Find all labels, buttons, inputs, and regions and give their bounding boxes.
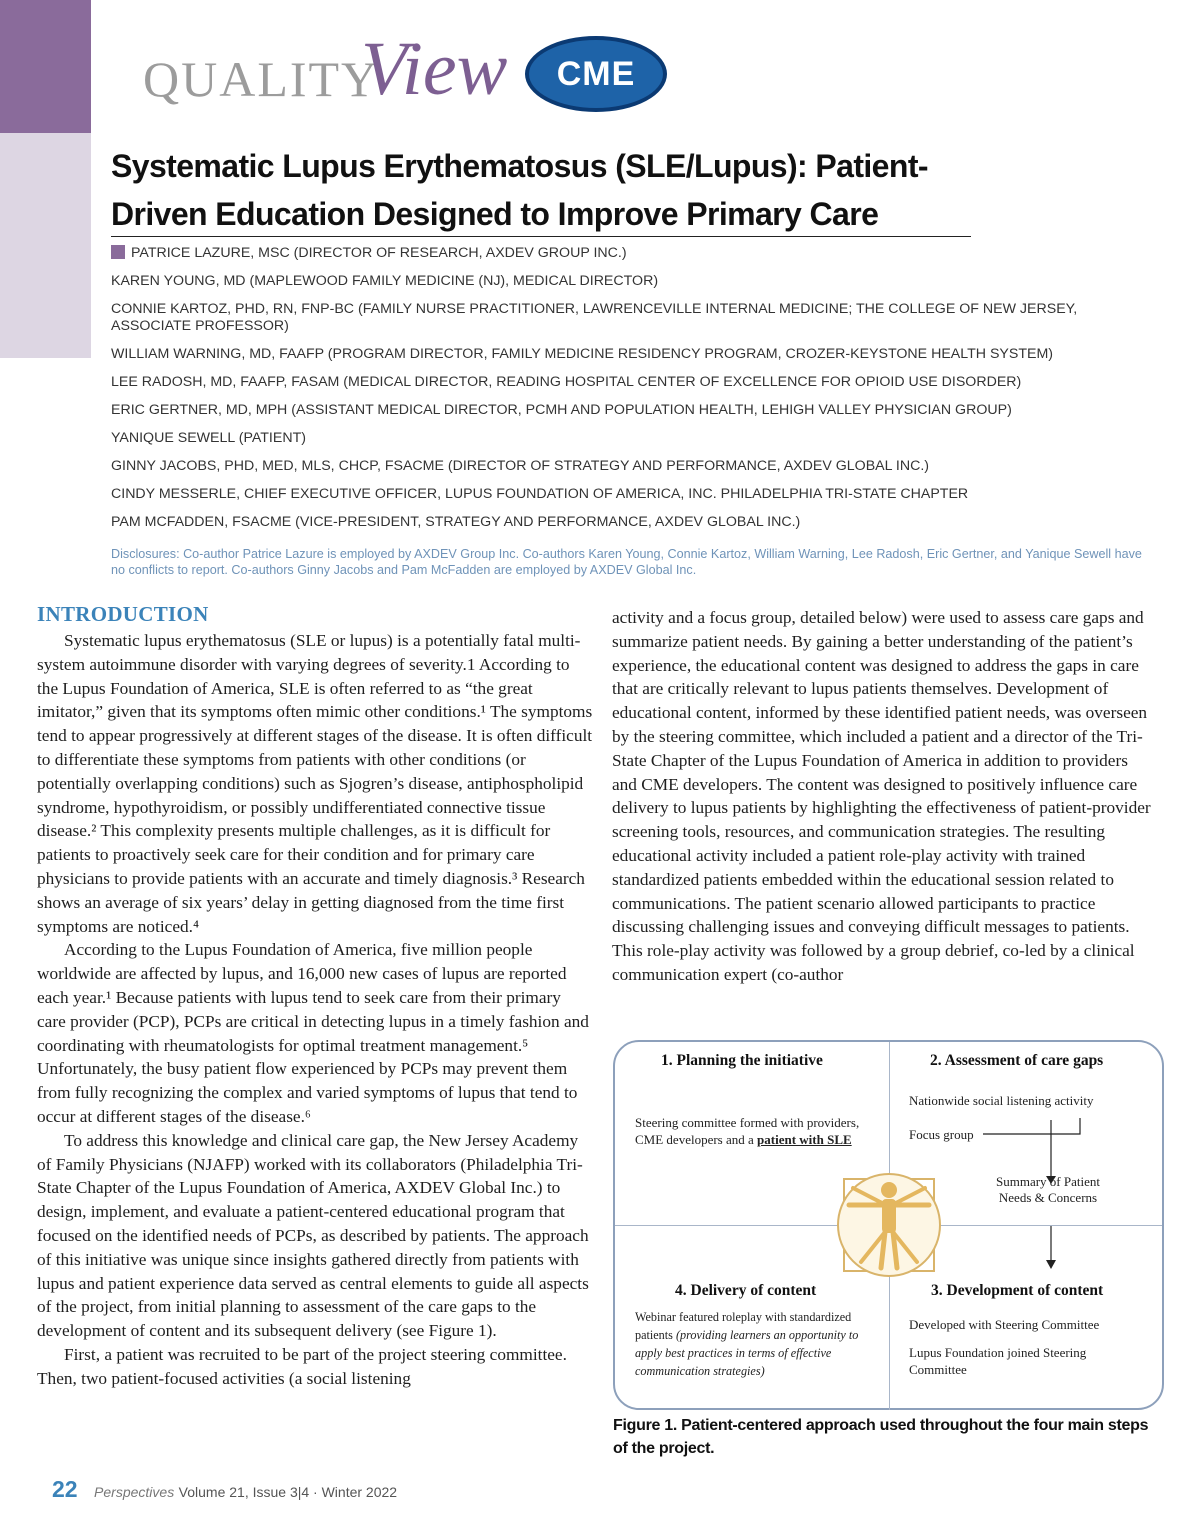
title-divider <box>111 236 971 237</box>
step1-text-main: Steering committee formed with providers, CME developers and a <box>635 1115 860 1147</box>
author-item: GINNY JACOBS, PHD, MED, MLS, CHCP, FSACME (DIRECTOR OF STRATEGY AND PERFORMANCE, AXDEV GLOBAL INC.) <box>111 458 930 474</box>
figure-caption: Figure 1. Patient-centered approach used throughout the four main steps of the project. <box>613 1417 1149 1457</box>
step2-line-focus: Focus group <box>909 1127 974 1142</box>
masthead-view: View <box>361 27 508 111</box>
cme-badge <box>525 36 667 112</box>
step3-heading: 3. Development of content <box>931 1282 1104 1299</box>
step4-heading: 4. Delivery of content <box>675 1282 817 1299</box>
publication-name: Perspectives <box>94 1484 175 1500</box>
issue-info: Volume 21, Issue 3|4 · Winter 2022 <box>178 1484 398 1500</box>
figure-1 <box>613 1040 1164 1410</box>
author-item: CONNIE KARTOZ, PHD, RN, FNP-BC (FAMILY NURSE PRACTITIONER, LAWRENCEVILLE INTERNAL MEDICINE; THE COLLEGE OF NEW JERSEY, ASSOCIATE PROFESSOR) <box>111 301 1078 334</box>
author-item: LEE RADOSH, MD, FAAFP, FASAM (MEDICAL DIRECTOR, READING HOSPITAL CENTER OF EXCELLENCE FOR OPIOID USE DISORDER) <box>111 374 1022 390</box>
section-heading: INTRODUCTION <box>37 602 209 626</box>
author-item: YANIQUE SEWELL (PATIENT) <box>111 430 306 446</box>
page-number: 22 <box>52 1476 78 1502</box>
body-paragraph: Systematic lupus erythematosus (SLE or lupus) is a potentially fatal multi-system autoimmune disorder with varying degrees of severity.1 According to the Lupus Foundation of America, SLE is often referred to as “the great imitator,” given that its symptoms often mimic other conditions.¹ The symptoms tend to appear progressively at different stages of the disease. It is often difficult to differentiate these symptoms from patients with other conditions (or potentially overlapping conditions) such as Sjogren’s disease, antiphospholipid syndrome, hypothyroidism, or possibly undifferentiated connective tissue disease.² This complexity presents multiple challenges, as it is difficult for patients to proactively seek care for their condition and for primary care physicians to provide patients with an accurate and timely diagnosis.³ Research shows an average of six years’ delay in getting diagnosed from the time first symptoms are noticed.⁴ <box>37 631 593 936</box>
step4-text-italic: (providing learners an opportunity to apply best practices in terms of effective communication strategies) <box>635 1328 859 1378</box>
body-paragraph: First, a patient was recruited to be part of the project steering committee. Then, two patient-focused activities (a social listening <box>37 1344 567 1388</box>
left-column <box>37 602 593 1391</box>
author-text: PATRICE LAZURE, MSC (DIRECTOR OF RESEARCH, AXDEV GROUP INC.) <box>131 245 627 261</box>
step2-summary: Summary of Patient Needs & Concerns <box>996 1174 1100 1205</box>
right-column <box>612 606 1157 987</box>
sidebar-color-band-light <box>0 133 91 358</box>
author-list <box>111 245 1151 542</box>
step3-line1: Developed with Steering Committee <box>909 1317 1100 1332</box>
author-item: PAM MCFADDEN, FSACME (VICE-PRESIDENT, STRATEGY AND PERFORMANCE, AXDEV GLOBAL INC.) <box>111 514 801 530</box>
masthead-quality: QUALITY <box>143 51 380 107</box>
step2-heading: 2. Assessment of care gaps <box>930 1052 1104 1069</box>
body-paragraph: activity and a focus group, detailed below) were used to assess care gaps and summarize patient needs. By gaining a better understanding of the patient’s experience, the educational content was designed to address the gaps in care that are critically relevant to lupus patients themselves. Development of educational content, informed by these identified patient needs, was overseen by the steering committee, which included a patient and a director of the Tri-State Chapter of the Lupus Foundation of America in addition to providers and CME developers. The content was designed to positively influence care delivery to lupus patients by highlighting the effectiveness of patient-provider screening tools, resources, and communication strategies. The resulting educational activity included a patient role-play activity with trained standardized patients embedded within the educational session related to communications. The patient scenario allowed participants to practice discussing challenging issues and conveying difficult messages to patients. This role-play activity was followed by a group debrief, co-led by a clinical communication expert (co-author <box>612 608 1151 984</box>
author-item: WILLIAM WARNING, MD, FAAFP (PROGRAM DIRECTOR, FAMILY MEDICINE RESIDENCY PROGRAM, CROZER-KEYSTONE HEALTH SYSTEM) <box>111 346 1054 362</box>
body-paragraph: To address this knowledge and clinical care gap, the New Jersey Academy of Family Physicians (NJAFP) worked with its collaborators (Philadelphia Tri-State Chapter of the Lupus Foundation of America, AXDEV Global Inc.) to design, implement, and evaluate a patient-centered educational program that focused on the identified needs of PCPs, as described by patients. The approach of this initiative was unique since insights gathered directly from patients with lupus and patient experience data served as central elements to guide all aspects of the project, from initial planning to assessment of the care gaps to the development of content and its subsequent delivery (see Figure 1). <box>37 1130 589 1341</box>
step4-text-main: Webinar featured roleplay with standardized patients <box>635 1310 852 1342</box>
step4-text <box>635 1308 883 1380</box>
body-paragraph: According to the Lupus Foundation of America, five million people worldwide are affected by lupus, and 16,000 new cases of lupus are reported each year.¹ Because patients with lupus tend to seek care from their primary care provider (PCP), PCPs are critical in detecting lupus in a timely fashion and coordinating with rheumatologists for optimal treatment management.⁵ Unfortunately, the busy patient flow experienced by PCPs may prevent them from fully recognizing the complex and varied symptoms of lupus that tend to occur at different stages of the disease.⁶ <box>37 940 589 1126</box>
vitruvian-man-icon <box>838 1174 940 1276</box>
step1-text-emphasis: patient with SLE <box>757 1132 852 1147</box>
page-footer <box>52 1476 397 1503</box>
cme-badge-label: CME <box>556 54 636 93</box>
disclosures: Disclosures: Co-author Patrice Lazure is employed by AXDEV Group Inc. Co-authors Karen Young, Connie Kartoz, William Warning, Lee Radosh, Eric Gertner, and Yanique Sewell have no conflicts to report. Co-authors Ginny Jacobs and Pam McFadden are employed by AXDEV Global Inc. <box>111 547 1142 577</box>
square-bullet-icon <box>111 245 125 259</box>
development-arrow-head <box>1046 1260 1056 1269</box>
author-item <box>111 245 1151 262</box>
step3-line2: Lupus Foundation joined Steering Committee <box>909 1345 1087 1377</box>
author-item: ERIC GERTNER, MD, MPH (ASSISTANT MEDICAL DIRECTOR, PCMH AND POPULATION HEALTH, LEHIGH VALLEY PHYSICIAN GROUP) <box>111 402 1012 418</box>
author-item: CINDY MESSERLE, CHIEF EXECUTIVE OFFICER, LUPUS FOUNDATION OF AMERICA, INC. PHILADELPHIA TRI-STATE CHAPTER <box>111 486 969 502</box>
focus-group-connector <box>983 1118 1080 1134</box>
step2-line-social: Nationwide social listening activity <box>909 1093 1094 1108</box>
article-title: Systematic Lupus Erythematosus (SLE/Lupus): Patient-Driven Education Designed to Improve Primary Care <box>111 148 928 232</box>
step1-text <box>635 1114 880 1148</box>
step1-heading: 1. Planning the initiative <box>661 1052 823 1069</box>
sidebar-color-band <box>0 0 91 133</box>
author-item: KAREN YOUNG, MD (MAPLEWOOD FAMILY MEDICINE (NJ), MEDICAL DIRECTOR) <box>111 273 659 289</box>
